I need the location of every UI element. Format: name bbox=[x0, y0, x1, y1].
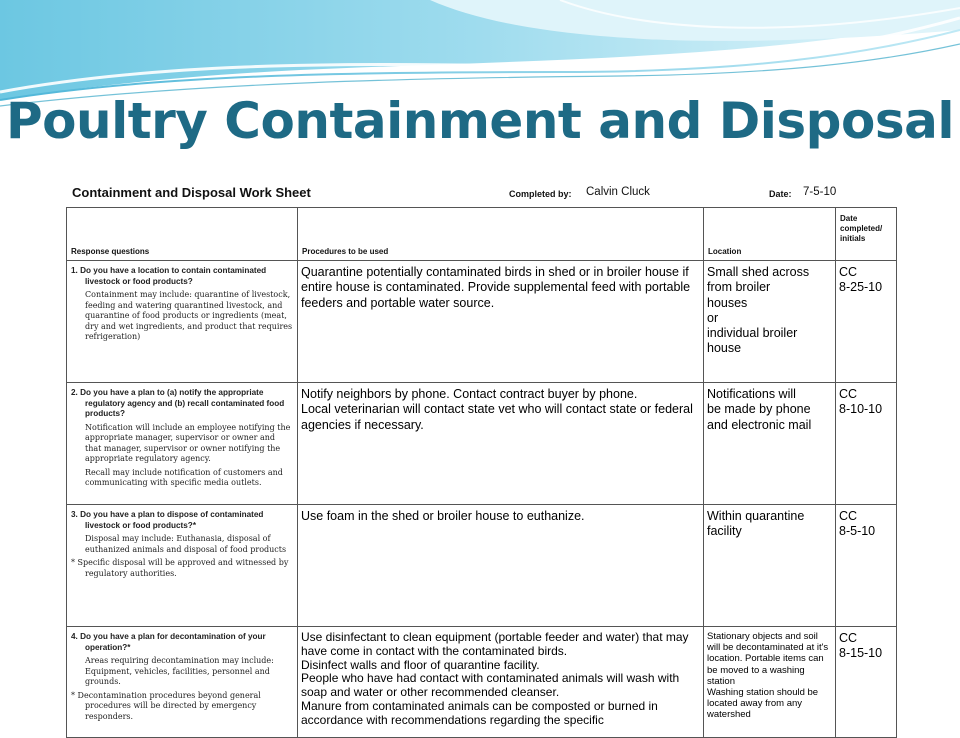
question-text: 2. Do you have a plan to (a) notify the appropriate regulatory agency and (b) recall contaminated food products? bbox=[71, 388, 285, 418]
completed-by-value: Calvin Cluck bbox=[586, 186, 650, 198]
procedure-cell: Use disinfectant to clean equipment (portable feeder and water) that may have come in contact with the contaminated birds. Disinfect walls and floor of quarantine facility. People who have had contact with contaminated animals will wash with soap and water or other recommended cleanser. Manure from contaminated animals can be composted or burned in accordance with recommendations regarding the specific bbox=[301, 630, 689, 727]
question-text: 3. Do you have a plan to dispose of contaminated livestock or food products?* bbox=[71, 510, 264, 530]
column-header: Response questions bbox=[67, 208, 298, 261]
slide-title: Poultry Containment and Disposal bbox=[6, 92, 954, 150]
question-cell bbox=[67, 261, 297, 343]
completed-by-label: Completed by: bbox=[509, 189, 572, 199]
date-initials-cell: CC 8-15-10 bbox=[839, 631, 883, 661]
question-detail: Areas requiring decontamination may include: Equipment, vehicles, facilities, personnel and grounds. bbox=[85, 656, 274, 686]
question-cell bbox=[67, 627, 297, 722]
location-cell: Stationary objects and soil will be decontaminated at it's location. Portable items can be moved to a washing station Washing station should be located away from any watershed bbox=[707, 631, 829, 721]
table-row bbox=[67, 383, 897, 505]
question-note: * Specific disposal will be approved and witnessed by regulatory authorities. bbox=[71, 558, 289, 578]
column-header: Date completed/ initials bbox=[836, 208, 897, 261]
date-initials-cell: CC 8-10-10 bbox=[839, 387, 883, 417]
date-value: 7-5-10 bbox=[803, 186, 837, 198]
procedure-cell: Notify neighbors by phone. Contact contract buyer by phone. Local veterinarian will contact state vet who will contact state or federal agencies if necessary. bbox=[301, 387, 693, 432]
worksheet-table bbox=[66, 207, 897, 738]
column-header: Location bbox=[704, 208, 836, 261]
procedure-cell: Quarantine potentially contaminated birds in shed or in broiler house if entire house is contaminated. Provide supplemental feed with portable feeders and portable water source. bbox=[301, 265, 691, 310]
question-note: * Decontamination procedures beyond general procedures will be directed by emergency responders. bbox=[71, 690, 261, 721]
date-initials-cell: CC 8-5-10 bbox=[839, 509, 876, 539]
question-text: 4. Do you have a plan for decontamination of your operation?* bbox=[71, 632, 266, 652]
table-header-row bbox=[67, 208, 897, 261]
location-cell: Within quarantine facility bbox=[707, 509, 805, 539]
question-text: 1. Do you have a location to contain contaminated livestock or food products? bbox=[71, 266, 267, 286]
location-cell: Small shed across from broiler houses or individual broiler house bbox=[707, 265, 810, 356]
date-label: Date: bbox=[769, 189, 792, 199]
column-header: Procedures to be used bbox=[298, 208, 704, 261]
worksheet-header bbox=[72, 185, 902, 207]
question-detail: Recall may include notification of customers and communicating with specific media outlets. bbox=[85, 467, 283, 487]
location-cell: Notifications will be made by phone and electronic mail bbox=[707, 387, 812, 432]
table-row bbox=[67, 627, 897, 738]
question-detail: Notification will include an employee notifying the appropriate manager, supervisor or owner and that manager, supervisor or owner notifying the appropriate regulatory agency. bbox=[85, 422, 291, 463]
question-detail: Containment may include: quarantine of livestock, feeding and watering quarantined livestock, and quarantine of food products or ingredients (meat, dry and wet ingredients, and product that requires refrigeration) bbox=[85, 290, 293, 341]
worksheet-title: Containment and Disposal Work Sheet bbox=[72, 185, 311, 200]
procedure-cell: Use foam in the shed or broiler house to euthanize. bbox=[301, 509, 585, 523]
table-row bbox=[67, 505, 897, 627]
question-detail: Disposal may include: Euthanasia, disposal of euthanized animals and disposal of food products bbox=[85, 534, 287, 554]
question-cell bbox=[67, 505, 297, 579]
date-initials-cell: CC 8-25-10 bbox=[839, 265, 883, 295]
table-row bbox=[67, 261, 897, 383]
question-cell bbox=[67, 383, 297, 489]
